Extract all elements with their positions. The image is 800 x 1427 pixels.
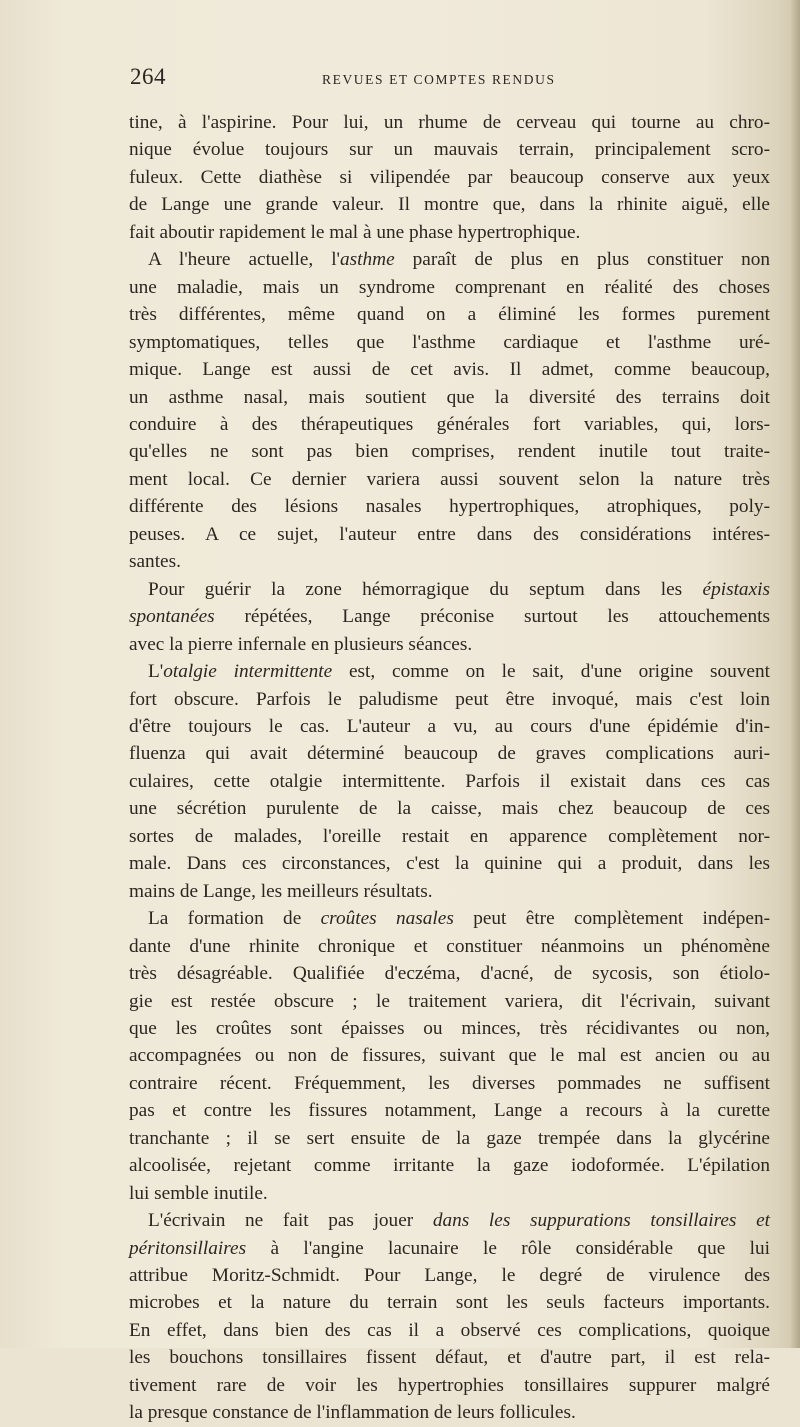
text-line: lui semble inutile.	[129, 1182, 268, 1204]
text-line: A l'heure actuelle, l'asthme paraît de plus en plus constituer non	[148, 249, 770, 271]
text-line: dante d'une rhinite chronique et constituer néanmoins un phénomène	[129, 935, 770, 957]
page-edge-shadow	[790, 0, 800, 1348]
text-line: pas et contre les fissures notamment, Lange a recours à la curette	[129, 1100, 770, 1122]
text-line: peuses. A ce sujet, l'auteur entre dans des considérations intéres-	[129, 523, 770, 545]
text-line: la presque constance de l'inflammation de leurs follicules.	[129, 1402, 576, 1424]
text-line: nique évolue toujours sur un mauvais terrain, principalement scro-	[129, 139, 770, 161]
text-line: alcoolisée, rejetant comme irritante la gaze iodoformée. L'épilation	[129, 1155, 770, 1177]
text-line: un asthme nasal, mais soutient que la diversité des terrains doit	[129, 386, 770, 408]
text-line: d'être toujours le cas. L'auteur a vu, au cours d'une épidémie d'in-	[129, 715, 770, 737]
text-line: symptomatiques, telles que l'asthme cardiaque et l'asthme uré-	[129, 331, 770, 353]
text-line: les bouchons tonsillaires fissent défaut, et d'autre part, il est rela-	[129, 1347, 770, 1369]
page-header	[0, 64, 800, 94]
text-line: de Lange une grande valeur. Il montre que, dans la rhinite aiguë, elle	[129, 194, 770, 216]
text-line: tranchante ; il se sert ensuite de la gaze trempée dans la glycérine	[129, 1127, 770, 1149]
text-line: gie est restée obscure ; le traitement variera, dit l'écrivain, suivant	[129, 990, 770, 1012]
text-line: très différentes, même quand on a éliminé les formes purement	[129, 304, 770, 326]
text-line: La formation de croûtes nasales peut être complètement indépen-	[148, 908, 771, 930]
text-line: tine, à l'aspirine. Pour lui, un rhume de cerveau qui tourne au chro-	[129, 112, 770, 133]
text-line: avec la pierre infernale en plusieurs séances.	[129, 633, 473, 655]
text-line: male. Dans ces circonstances, c'est la quinine qui a produit, dans les	[129, 853, 770, 875]
text-line: mique. Lange est aussi de cet avis. Il admet, comme beaucoup,	[129, 359, 770, 381]
text-line: qu'elles ne sont pas bien comprises, rendent inutile tout traite-	[129, 441, 770, 463]
text-line: tivement rare de voir les hypertrophies tonsillaires suppurer malgré	[129, 1374, 770, 1396]
text-line: différente des lésions nasales hypertrophiques, atrophiques, poly-	[129, 496, 770, 518]
text-line: En effet, dans bien des cas il a observé ces complications, quoique	[129, 1319, 770, 1341]
text-line: contraire récent. Fréquemment, les diverses pommades ne suffisent	[129, 1072, 770, 1094]
text-line: conduire à des thérapeutiques générales fort variables, qui, lors-	[129, 413, 770, 435]
italic-term-asthme: asthme	[340, 249, 395, 271]
text-line: L'écrivain ne fait pas jouer dans les suppurations tonsillaires et	[148, 1210, 770, 1232]
text-line: attribue Moritz-Schmidt. Pour Lange, le degré de virulence des	[129, 1265, 770, 1287]
text-line: très désagréable. Qualifiée d'eczéma, d'acné, de sycosis, son étiolo-	[129, 963, 770, 985]
text-line: accompagnées ou non de fissures, suivant que le mal est ancien ou au	[129, 1045, 770, 1067]
text-line: fluenza qui avait déterminé beaucoup de graves complications auri-	[129, 743, 770, 765]
text-line: fait aboutir rapidement le mal à une phase hypertrophique.	[129, 221, 581, 243]
text-line: sortes de malades, l'oreille restait en apparence complètement nor-	[129, 825, 770, 847]
text-line: que les croûtes sont épaisses ou minces, très récidivantes ou non,	[129, 1017, 770, 1039]
text-line: spontanées répétées, Lange préconise surtout les attouchements	[129, 606, 770, 628]
italic-term-croutes-nasales: croûtes nasales	[320, 908, 454, 930]
text-line: ment local. Ce dernier variera aussi souvent selon la nature très	[129, 468, 770, 490]
text-line: microbes et la nature du terrain sont les seuls facteurs importants.	[129, 1292, 770, 1314]
italic-term-otalgie: otalgie intermittente	[163, 661, 333, 683]
running-head: REVUES ET COMPTES RENDUS	[322, 72, 556, 87]
page-number: 264	[130, 64, 166, 89]
text-line: une sécrétion purulente de la caisse, mais chez beaucoup de ces	[129, 798, 770, 820]
text-line: Pour guérir la zone hémorragique du septum dans les épistaxis	[148, 578, 770, 600]
text-line: L'otalgie intermittente est, comme on le sait, d'une origine souvent	[148, 661, 770, 683]
italic-term-epistaxis: épistaxis	[702, 578, 770, 600]
article-body	[129, 109, 770, 1427]
italic-term-spontanees: spontanées	[129, 606, 215, 628]
text-line: fuleux. Cette diathèse si vilipendée par beaucoup conserve aux yeux	[129, 166, 770, 188]
text-line: fort obscure. Parfois le paludisme peut être invoqué, mais c'est loin	[129, 688, 770, 710]
text-line: une maladie, mais un syndrome comprenant en réalité des choses	[129, 276, 770, 298]
italic-term-peritonsillaires: péritonsillaires	[129, 1237, 247, 1259]
italic-term-suppurations: dans les suppurations tonsillaires et	[432, 1210, 770, 1232]
text-line: culaires, cette otalgie intermittente. Parfois il existait dans ces cas	[129, 770, 770, 792]
text-line: mains de Lange, les meilleurs résultats.	[129, 880, 433, 902]
text-line: santes.	[129, 551, 181, 573]
text-line: péritonsillaires à l'angine lacunaire le rôle considérable que lui	[129, 1237, 770, 1259]
